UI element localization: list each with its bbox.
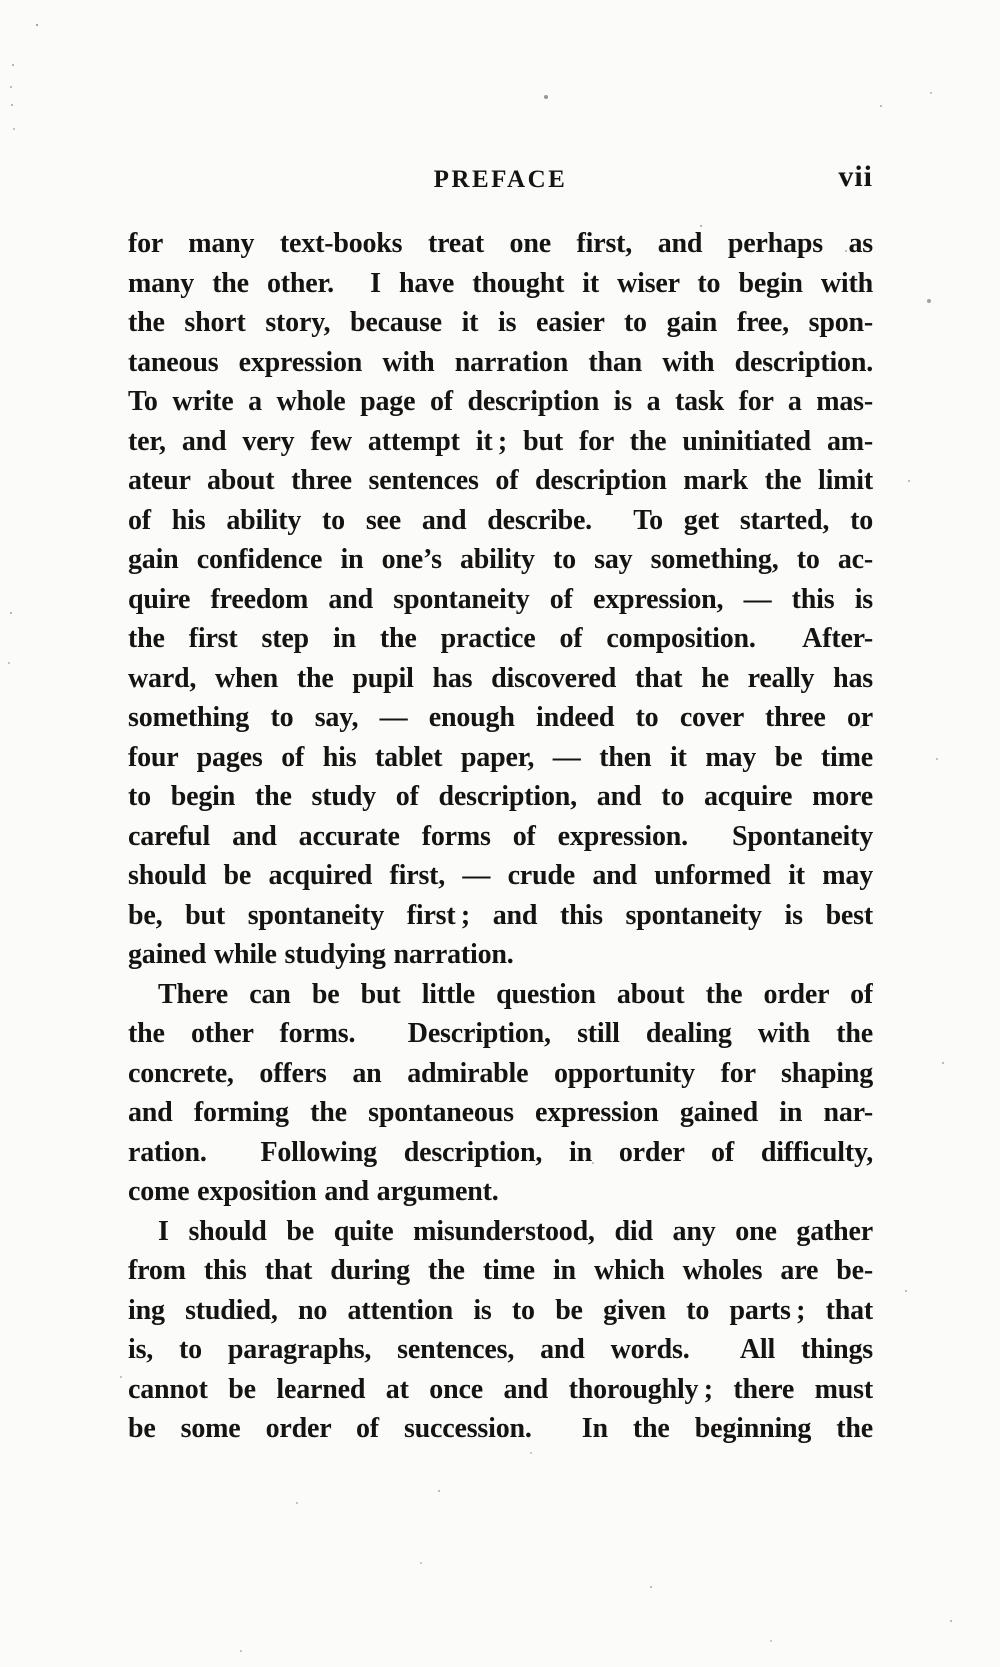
- text-line: and forming the spontaneous expression gained in nar-: [128, 1097, 873, 1128]
- text-line: of his ability to see and describe. To get started, to: [128, 504, 873, 536]
- page-title: PREFACE: [433, 166, 568, 193]
- text-line: be some order of succession. In the beginning the: [128, 1413, 873, 1444]
- text-line: ateur about three sentences of description mark the limit: [128, 465, 873, 496]
- text-line: ward, when the pupil has discovered that he really has: [128, 662, 873, 694]
- text-line: four pages of his tablet paper, — then it may be time: [128, 741, 873, 773]
- text-line: ing studied, no attention is to be given to parts ; that: [128, 1294, 873, 1326]
- text-line: come exposition and argument.: [128, 1176, 499, 1207]
- text-line: the other forms. Description, still dealing with the: [128, 1018, 873, 1049]
- text-line: for many text-books treat one first, and perhaps as: [128, 228, 873, 259]
- text-line: should be acquired first, — crude and unformed it may: [128, 860, 873, 891]
- text-line: ter, and very few attempt it ; but for the uninitiated am-: [128, 425, 873, 457]
- text-line: is, to paragraphs, sentences, and words. All things: [128, 1334, 873, 1365]
- text-line: the first step in the practice of composition. After-: [128, 623, 873, 654]
- running-head: [128, 162, 873, 202]
- text-line: the short story, because it is easier to gain free, spon-: [128, 307, 873, 338]
- text-line: quire freedom and spontaneity of expression, — this is: [128, 583, 873, 615]
- text-line: taneous expression with narration than with description.: [128, 346, 873, 378]
- page-number: vii: [838, 160, 873, 193]
- text-line: careful and accurate forms of expression. Spontaneity: [128, 820, 873, 852]
- text-line: gain confidence in one’s ability to say something, to ac-: [128, 544, 873, 575]
- text-line: There can be but little question about the order of: [158, 978, 873, 1010]
- scan-noise-speckles: [0, 0, 2, 2]
- text-line: I should be quite misunderstood, did any one gather: [158, 1215, 873, 1247]
- text-line: To write a whole page of description is a task for a mas-: [128, 386, 873, 417]
- text-line: cannot be learned at once and thoroughly ; there must: [128, 1373, 873, 1405]
- text-line: to begin the study of description, and to acquire more: [128, 781, 873, 812]
- text-line: gained while studying narration.: [128, 939, 514, 970]
- text-line: from this that during the time in which wholes are be-: [128, 1255, 873, 1286]
- text-line: many the other. I have thought it wiser to begin with: [128, 267, 873, 299]
- page-body: [128, 224, 873, 1449]
- text-line: ration. Following description, in order of difficulty,: [128, 1136, 873, 1168]
- text-line: something to say, — enough indeed to cover three or: [128, 702, 873, 733]
- text-line: concrete, offers an admirable opportunity for shaping: [128, 1057, 873, 1089]
- text-line: be, but spontaneity first ; and this spontaneity is best: [128, 899, 873, 931]
